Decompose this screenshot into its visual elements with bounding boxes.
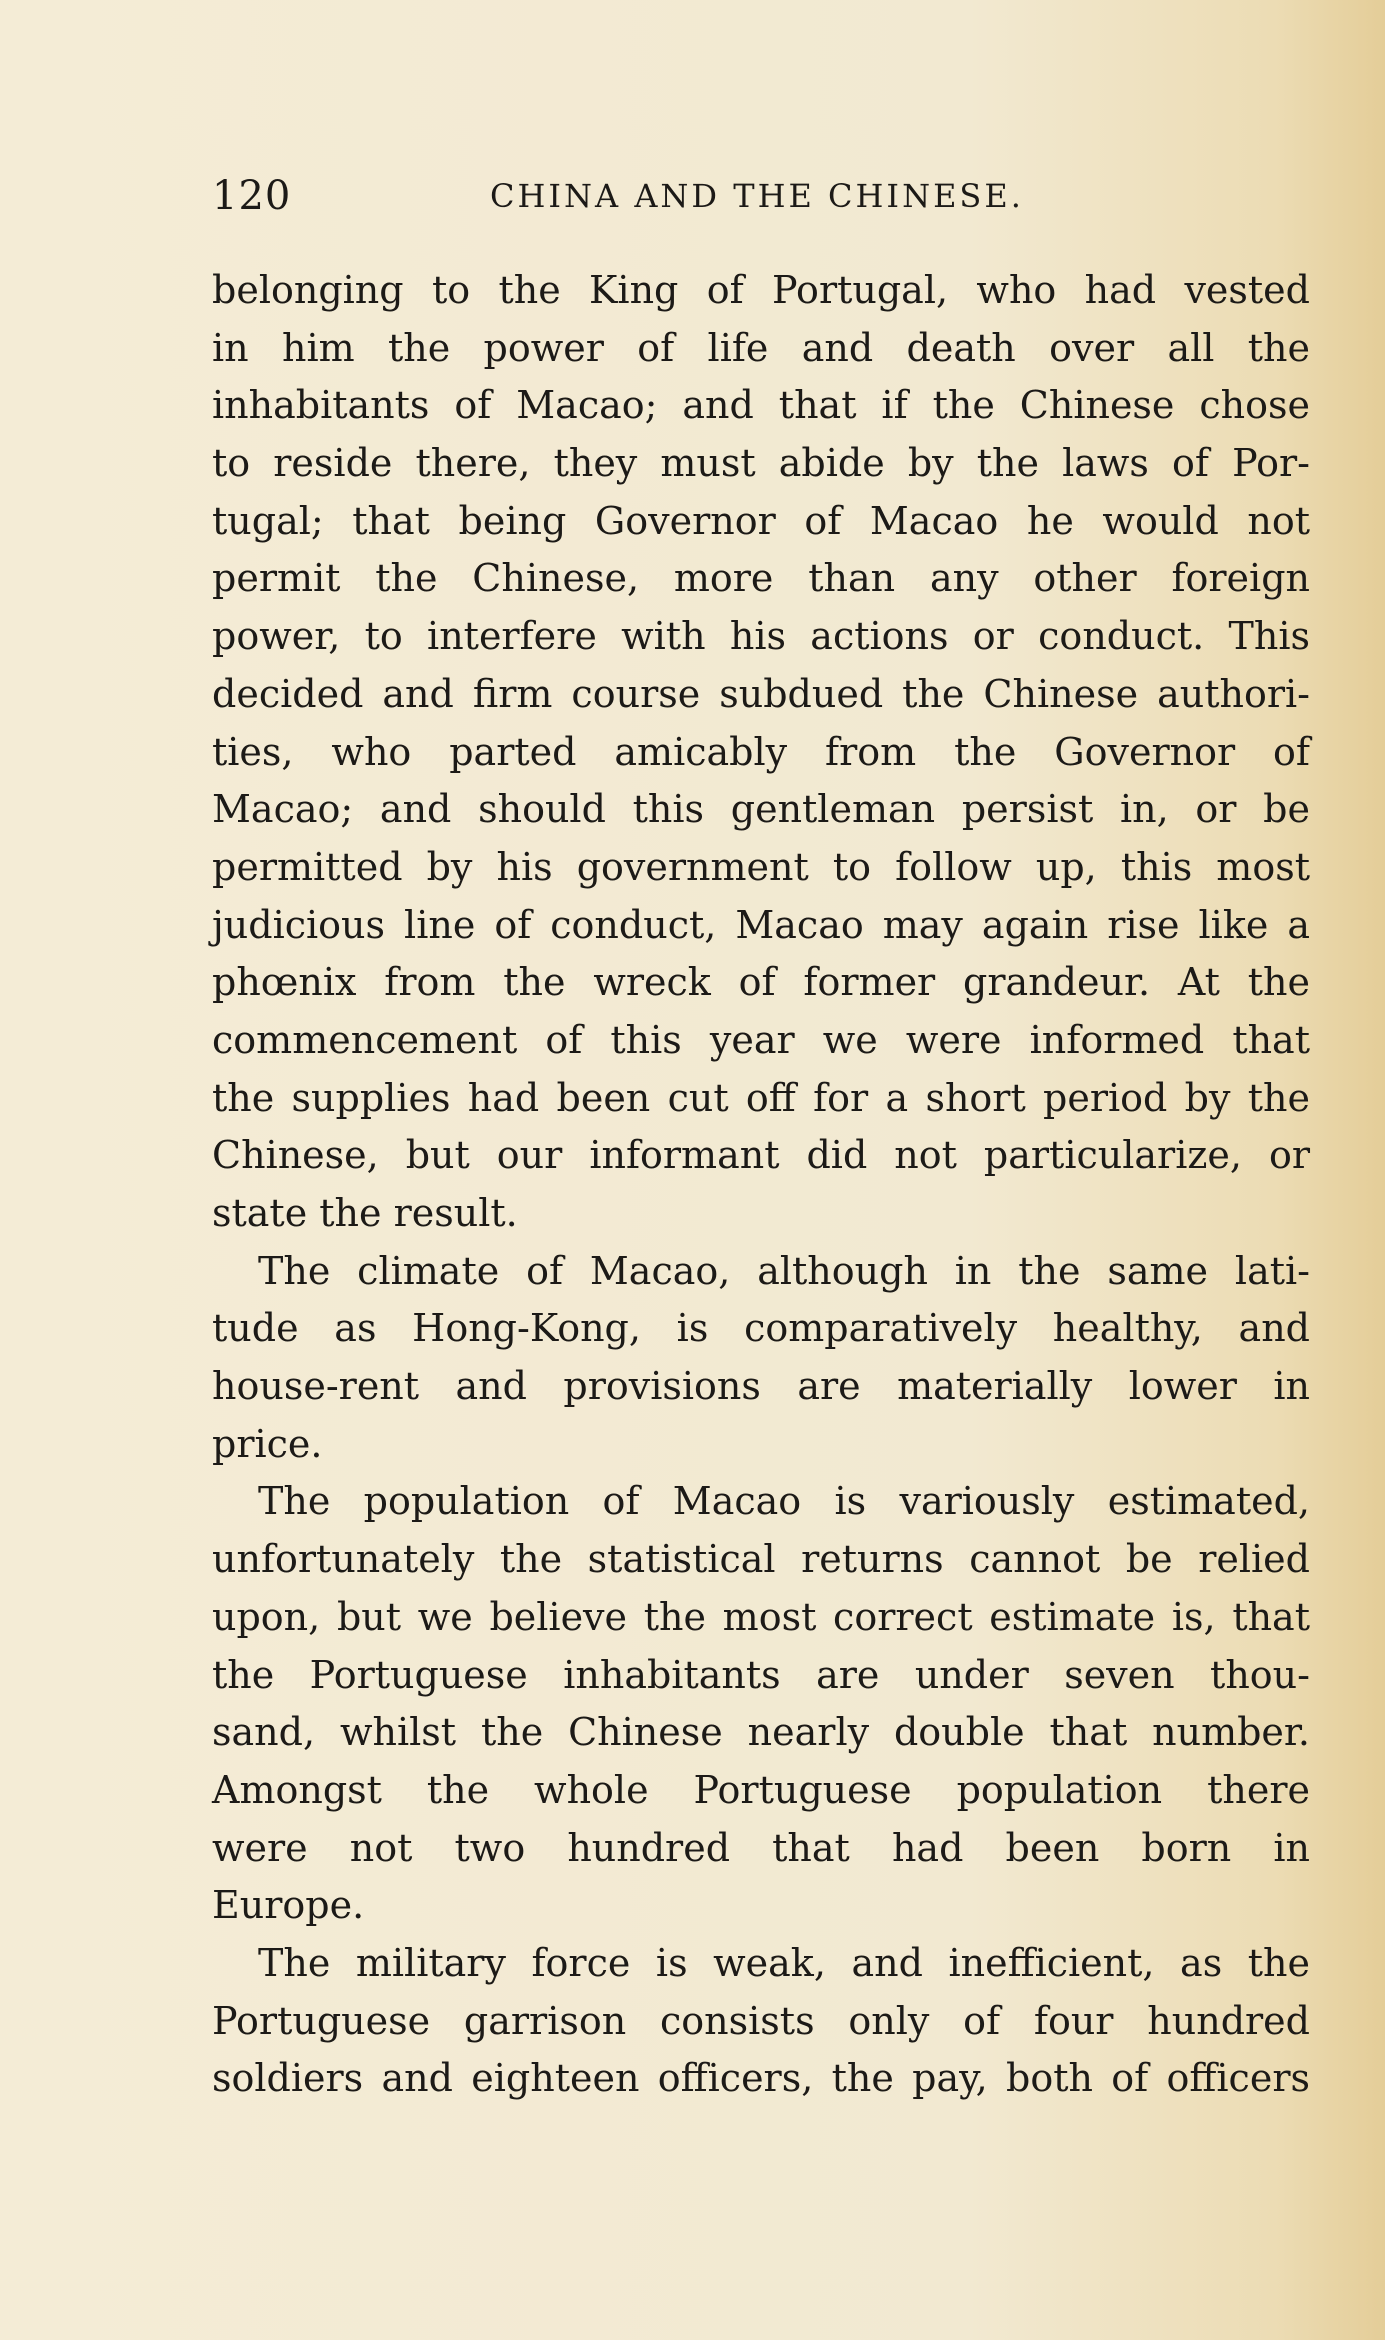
text-line: price.	[212, 1421, 323, 1466]
text-line: Chinese, but our informant did not particularize, or	[212, 1133, 1310, 1178]
text-line: inhabitants of Macao; and that if the Chinese chose	[212, 383, 1310, 428]
text-line: Europe.	[212, 1883, 365, 1928]
running-title: CHINA AND THE CHINESE.	[490, 177, 1024, 215]
text-line: the Portuguese inhabitants are under seven thou-	[212, 1652, 1310, 1697]
text-line: permit the Chinese, more than any other foreign	[212, 556, 1310, 601]
running-head	[212, 168, 1322, 224]
text-line: to reside there, they must abide by the laws of Por-	[212, 441, 1310, 486]
text-line: commencement of this year we were informed that	[212, 1017, 1310, 1062]
paragraph-first-line: The military force is weak, and inefficient, as the	[258, 1940, 1310, 1985]
text-line: soldiers and eighteen officers, the pay, both of officers	[212, 2056, 1310, 2101]
body-text	[212, 262, 1310, 2108]
text-line: state the result.	[212, 1191, 518, 1235]
text-line: Macao; and should this gentleman persist in, or be	[212, 787, 1310, 832]
text-line: upon, but we believe the most correct estimate is, that	[212, 1594, 1310, 1639]
paragraph-first-line: The climate of Macao, although in the same lati-	[258, 1248, 1310, 1293]
text-line: power, to interfere with his actions or conduct. This	[212, 614, 1310, 659]
text-line: decided and firm course subdued the Chinese authori-	[212, 671, 1310, 716]
text-line: tugal; that being Governor of Macao he would not	[212, 498, 1310, 543]
page-number: 120	[212, 173, 292, 219]
text-line: permitted by his government to follow up, this most	[212, 844, 1310, 889]
text-line: belonging to the King of Portugal, who had vested	[212, 268, 1310, 312]
text-line: unfortunately the statistical returns cannot be relied	[212, 1537, 1310, 1582]
text-line: in him the power of life and death over all the	[212, 325, 1310, 370]
text-line: house-rent and provisions are materially lower in	[212, 1364, 1310, 1409]
text-line: phœnix from the wreck of former grandeur. At the	[212, 960, 1310, 1005]
text-line: Portuguese garrison consists only of four hundred	[212, 1998, 1310, 2043]
text-line: judicious line of conduct, Macao may again rise like a	[212, 902, 1310, 947]
text-line: were not two hundred that had been born in	[212, 1825, 1310, 1870]
paragraph-first-line: The population of Macao is variously estimated,	[258, 1479, 1310, 1524]
text-line: ties, who parted amicably from the Governor of	[212, 729, 1310, 774]
text-line: tude as Hong-Kong, is comparatively healthy, and	[212, 1306, 1310, 1351]
text-line: the supplies had been cut off for a short period by the	[212, 1075, 1310, 1120]
text-line: Amongst the whole Portuguese population there	[212, 1767, 1310, 1812]
text-line: sand, whilst the Chinese nearly double that number.	[212, 1710, 1310, 1755]
